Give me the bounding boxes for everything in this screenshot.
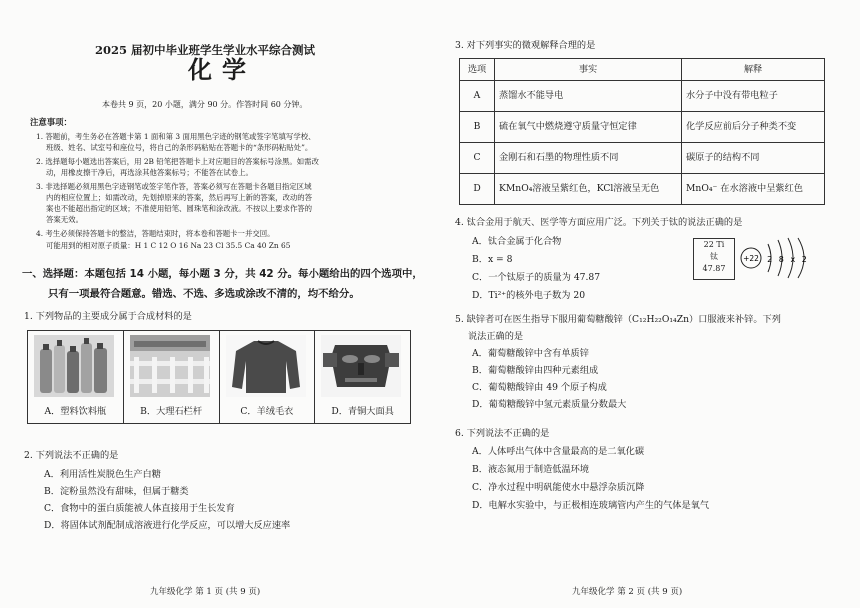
section-heading: 只有一项最符合题意。错选、不选、多选或涂改不清的，均不给分。 xyxy=(48,288,360,300)
note-line: 4. 考生必须保持答题卡的整洁，答题结束时，将本卷和答题卡一并交回。 xyxy=(36,229,275,238)
page-footer: 九年级化学 第 2 页 (共 9 页) xyxy=(572,587,683,597)
option-label: D．青铜大面具 xyxy=(331,406,394,417)
table-cell: A xyxy=(460,81,495,112)
option-text: C．一个钛原子的质量为 47.87 xyxy=(472,272,601,283)
table-row xyxy=(460,143,825,174)
table-row xyxy=(460,174,825,205)
question-stem: 1. 下列物品的主要成分属于合成材料的是 xyxy=(24,311,192,322)
q1-image-options xyxy=(27,330,411,424)
option-text: D．葡萄糖酸锌中氢元素质量分数最大 xyxy=(472,399,627,410)
titanium-element-card xyxy=(693,238,735,280)
table-cell: 蒸馏水不能导电 xyxy=(495,81,682,112)
option-c-cell xyxy=(220,331,316,423)
question-stem: 2. 下列说法不正确的是 xyxy=(24,450,119,461)
note-line: 1. 答题前，考生务必在答题卡第 1 面和第 3 面用黑色字迹的钢笔或签字笔填写学校、 xyxy=(36,132,316,141)
note-line: 班级、姓名、试室号和座位号，将自己的条形码粘贴在答题卡的“条形码粘贴处”。 xyxy=(46,143,313,152)
option-text: B．液态氮用于制造低温环境 xyxy=(472,464,590,475)
option-text: B．淀粉虽然没有甜味，但属于糖类 xyxy=(44,486,189,497)
element-mass: 47.87 xyxy=(702,264,726,273)
table-header: 解释 xyxy=(682,59,825,81)
note-line: 动，用橡皮擦干净后，再选涂其他答案标号；不能答在试卷上。 xyxy=(46,168,253,177)
element-symbol: Ti xyxy=(716,240,725,249)
electron-shells: 2 8 x 2 xyxy=(767,255,809,264)
question-stem: 4. 钛合金用于航天、医学等方面应用广泛。下列关于钛的说法正确的是 xyxy=(455,217,743,228)
table-cell: MnO₄⁻ 在水溶液中呈紫红色 xyxy=(682,174,825,205)
option-text: D．将固体试剂配制成溶液进行化学反应，可以增大反应速率 xyxy=(44,520,291,531)
table-header-row xyxy=(460,59,825,81)
table-cell: 硫在氧气中燃烧遵守质量守恒定律 xyxy=(495,112,682,143)
table-cell: 化学反应前后分子种类不变 xyxy=(682,112,825,143)
question-stem: 3. 对下列事实的微观解释合理的是 xyxy=(455,40,596,51)
marble-railing-image xyxy=(130,335,210,397)
option-text: B．葡萄糖酸锌由四种元素组成 xyxy=(472,365,599,376)
element-number-symbol xyxy=(694,239,734,251)
element-name: 钛 xyxy=(710,252,718,261)
table-cell: 水分子中没有带电粒子 xyxy=(682,81,825,112)
sweater-image xyxy=(226,335,306,397)
option-label: C．羊绒毛衣 xyxy=(240,406,294,417)
option-label: B．大理石栏杆 xyxy=(140,406,203,417)
exam-title: 2025 届初中毕业班学生学业水平综合测试 xyxy=(95,43,316,57)
option-text: A．利用活性炭脱色生产白糖 xyxy=(44,469,161,480)
option-text: A．葡萄糖酸锌中含有单质锌 xyxy=(472,348,589,359)
table-cell: 金刚石和石墨的物理性质不同 xyxy=(495,143,682,174)
table-cell: C xyxy=(460,143,495,174)
option-d-cell xyxy=(315,331,410,423)
section-heading: 一、选择题：本题包括 14 小题，每小题 3 分，共 42 分。每小题给出的四个选项中， xyxy=(22,268,423,280)
table-cell: B xyxy=(460,112,495,143)
question-stem: 5. 缺锌者可在医生指导下服用葡萄糖酸锌（C₁₂H₂₂O₁₄Zn）口服液来补锌。下列 xyxy=(455,314,781,325)
option-text: B．x = 8 xyxy=(472,254,513,265)
note-line: 案也不能超出指定的区域；不准使用铅笔、圆珠笔和涂改液。不按以上要求作答的 xyxy=(46,204,313,213)
note-line: 2. 选择题每小题选出答案后，用 2B 铅笔把答题卡上对应题目的答案标号涂黑。如需改 xyxy=(36,157,319,166)
nucleus-charge: +22 xyxy=(743,254,759,263)
option-label: A．塑料饮料瓶 xyxy=(44,406,107,417)
table-header: 选项 xyxy=(460,59,495,81)
notes-heading: 注意事项： xyxy=(30,117,72,127)
note-line: 答案无效。 xyxy=(46,215,83,224)
exam-info: 本卷共 9 页，20 小题，满分 90 分。作答时间 60 分钟。 xyxy=(102,100,308,109)
table-row xyxy=(460,112,825,143)
subject-title: 化学 xyxy=(188,56,256,84)
option-text: C．净水过程中明矾能使水中悬浮杂质沉降 xyxy=(472,482,645,493)
option-a-cell xyxy=(28,331,124,423)
option-text: D．电解水实验中，与正极相连玻璃管内产生的气体是氧气 xyxy=(472,500,710,511)
option-text: D．Ti²⁺的核外电子数为 20 xyxy=(472,290,586,301)
option-b-cell xyxy=(124,331,220,423)
question-stem: 说法正确的是 xyxy=(468,331,524,342)
table-cell: D xyxy=(460,174,495,205)
question-stem: 6. 下列说法不正确的是 xyxy=(455,428,550,439)
table-header: 事实 xyxy=(495,59,682,81)
element-number: 22 xyxy=(703,240,714,249)
option-text: C．葡萄糖酸锌由 49 个原子构成 xyxy=(472,382,607,393)
note-line: 可能用到的相对原子质量：H 1 C 12 O 16 Na 23 Cl 35.5 Ca 40 Zn 65 xyxy=(46,241,291,250)
table-row xyxy=(460,81,825,112)
table-cell: 碳原子的结构不同 xyxy=(682,143,825,174)
note-line: 内的相应位置上；如需改动，先划掉原来的答案，然后再写上新的答案，改动的答 xyxy=(46,193,313,202)
option-text: A．人体呼出气体中含量最高的是二氧化碳 xyxy=(472,446,645,457)
page-footer: 九年级化学 第 1 页 (共 9 页) xyxy=(150,587,261,597)
plastic-bottles-image xyxy=(34,335,114,397)
bronze-mask-image xyxy=(321,335,401,397)
atomic-structure-diagram xyxy=(738,236,816,280)
table-cell: KMnO₄溶液呈紫红色，KCl溶液呈无色 xyxy=(495,174,682,205)
option-text: C．食物中的蛋白质能被人体直接用于生长发育 xyxy=(44,503,235,514)
facts-table xyxy=(459,58,825,205)
note-line: 3. 非选择题必须用黑色字迹钢笔或签字笔作答，答案必须写在答题卡各题目指定区域 xyxy=(36,182,312,191)
option-text: A．钛合金属于化合物 xyxy=(472,236,562,247)
